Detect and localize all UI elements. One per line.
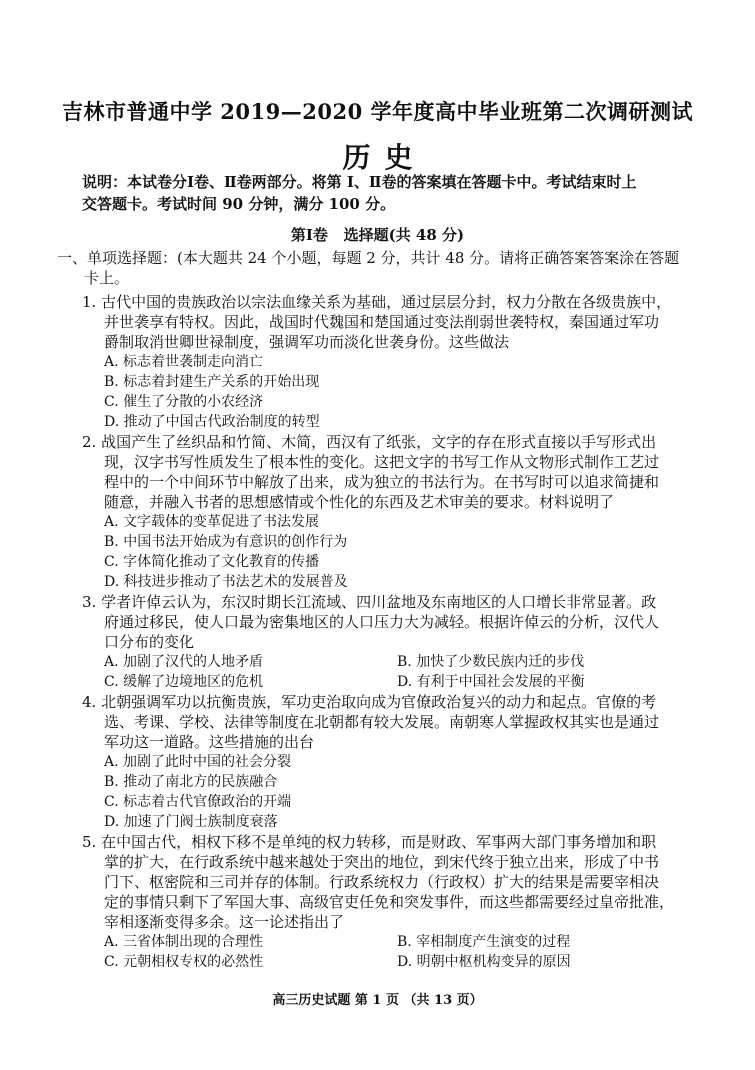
answer-options	[82, 352, 697, 432]
question-stem-line: 程中的一个中间环节中解放了出来，成为独立的书法行为。在书写时可以追求简捷和	[104, 473, 660, 491]
answer-options	[82, 652, 697, 692]
question-stem-line: 军功这一道路。这些措施的出台	[104, 733, 315, 751]
question-stem-line: 随意，并融入书者的思想感情或个性化的东西及艺术审美的要求。材料说明了	[104, 493, 615, 511]
instructions-line: 说明：本试卷分Ⅰ卷、Ⅱ卷两部分。将第 Ⅰ、Ⅱ卷的答案填在答题卡中。考试结束时上	[82, 173, 637, 191]
question-stem-line: 1. 古代中国的贵族政治以宗法血缘关系为基础，通过层层分封，权力分散在各级贵族中，	[82, 293, 672, 311]
question-1	[82, 292, 697, 432]
part-heading-line: 卡上。	[84, 269, 130, 287]
question-3	[82, 592, 697, 692]
option-row	[104, 352, 697, 372]
exam-instructions	[82, 171, 682, 215]
answer-option: D. 科技进步推动了书法艺术的发展普及	[104, 574, 348, 590]
answer-option: B. 加快了少数民族内迁的步伐	[397, 654, 585, 670]
answer-option: C. 标志着古代官僚政治的开端	[104, 794, 292, 810]
option-row	[104, 932, 697, 952]
answer-option: C. 缓解了边境地区的危机	[104, 674, 264, 690]
question-stem-line: 5. 在中国古代，相权下移不是单纯的权力转移，而是财政、军事两大部门事务增加和职	[82, 833, 657, 851]
question-stem	[82, 832, 697, 932]
answer-option: C. 元朝相权专权的必然性	[104, 954, 264, 970]
answer-option: A. 加剧了汉代的人地矛盾	[104, 654, 264, 670]
option-row	[104, 572, 697, 592]
answer-options	[82, 932, 697, 972]
instructions-line: 交答题卡。考试时间 90 分钟，满分 100 分。	[82, 195, 396, 213]
option-row	[104, 652, 697, 672]
page-footer: 高三历史试题 第 1 页 （共 13 页）	[272, 993, 483, 1008]
question-stem-line: 现，汉字书写性质发生了根本性的变化。这把文字的书写工作从文物形式制作工艺过	[104, 453, 660, 471]
exam-title: 吉林市普通中学 2019—2020 学年度高中毕业班第二次调研测试	[61, 99, 693, 124]
question-stem-line: 府通过移民，使人口最为密集地区的人口压力大为减轻。根据许倬云的分析，汉代人	[104, 613, 660, 631]
question-stem-line: 掌的扩大，在行政系统中越来越处于突出的地位，到宋代终于独立出来，形成了中书	[104, 853, 660, 871]
option-row	[104, 772, 697, 792]
answer-options	[82, 752, 697, 832]
question-4	[82, 692, 697, 832]
answer-option: D. 推动了中国古代政治制度的转型	[104, 414, 320, 430]
question-stem-line: 爵制取消世卿世禄制度，强调军功而淡化世袭身份。这些做法	[104, 333, 510, 351]
answer-option: D. 加速了门阀士族制度衰落	[104, 814, 278, 830]
question-stem-line: 2. 战国产生了丝织品和竹简、木简，西汉有了纸张，文字的存在形式直接以手写形式出	[82, 433, 657, 451]
answer-option: A. 三省体制出现的合理性	[104, 934, 264, 950]
question-stem-line: 并世袭享有特权。因此，战国时代魏国和楚国通过变法削弱世袭特权，秦国通过军功	[104, 313, 660, 331]
option-row	[104, 812, 697, 832]
option-row	[104, 752, 697, 772]
question-stem-line: 宰相逐渐变得多余。这一论述指出了	[104, 913, 345, 931]
question-stem-line: 门下、枢密院和三司并存的体制。行政系统权力（行政权）扩大的结果是需要宰相决	[104, 873, 660, 891]
question-stem-line: 选、考课、学校、法律等制度在北朝都有较大发展。南朝寒人掌握政权其实也是通过	[104, 713, 660, 731]
question-5	[82, 832, 697, 972]
option-row	[104, 412, 697, 432]
option-row	[104, 792, 697, 812]
answer-option: D. 有利于中国社会发展的平衡	[397, 674, 585, 690]
answer-option: A. 文字载体的变革促进了书法发展	[104, 514, 320, 530]
answer-option: B. 中国书法开始成为有意识的创作行为	[104, 534, 348, 550]
answer-option: B. 推动了南北方的民族融合	[104, 774, 278, 790]
option-row	[104, 392, 697, 412]
question-stem-line: 3. 学者许倬云认为，东汉时期长江流域、四川盆地及东南地区的人口增长非常显著。政	[82, 593, 657, 611]
question-stem	[82, 432, 697, 512]
answer-option: C. 字体简化推动了文化教育的传播	[104, 554, 320, 570]
part-heading-line: 一、单项选择题：(本大题共 24 个小题，每题 2 分，共计 48 分。请将正确答案答案涂在答题	[57, 249, 680, 267]
subject-title: 历史	[342, 141, 427, 174]
question-list	[82, 292, 697, 972]
answer-option: A. 标志着世袭制走向消亡	[104, 354, 264, 370]
answer-option: B. 标志着封建生产关系的开始出现	[104, 374, 320, 390]
part-heading	[57, 248, 697, 288]
option-row	[104, 952, 697, 972]
answer-options	[82, 512, 697, 592]
answer-option: B. 宰相制度产生演变的过程	[397, 934, 571, 950]
question-2	[82, 432, 697, 592]
option-row	[104, 672, 697, 692]
answer-option: C. 催生了分散的小农经济	[104, 394, 264, 410]
answer-option: A. 加剧了此时中国的社会分裂	[104, 754, 292, 770]
question-stem	[82, 692, 697, 752]
question-stem-line: 定的事情只剩下了军国大事、高级官吏任免和突发事件，而这些都需要经过皇帝批准，	[104, 893, 675, 911]
question-stem-line: 4. 北朝强调军功以抗衡贵族，军功吏治取向成为官僚政治复兴的动力和起点。官僚的考	[82, 693, 657, 711]
option-row	[104, 372, 697, 392]
question-stem	[82, 592, 697, 652]
option-row	[104, 552, 697, 572]
option-row	[104, 532, 697, 552]
option-row	[104, 512, 697, 532]
question-stem-line: 口分布的变化	[104, 633, 195, 651]
question-stem	[82, 292, 697, 352]
section-title: 第Ⅰ卷 选择题(共 48 分)	[290, 226, 465, 244]
answer-option: D. 明朝中枢机构变异的原因	[397, 954, 571, 970]
